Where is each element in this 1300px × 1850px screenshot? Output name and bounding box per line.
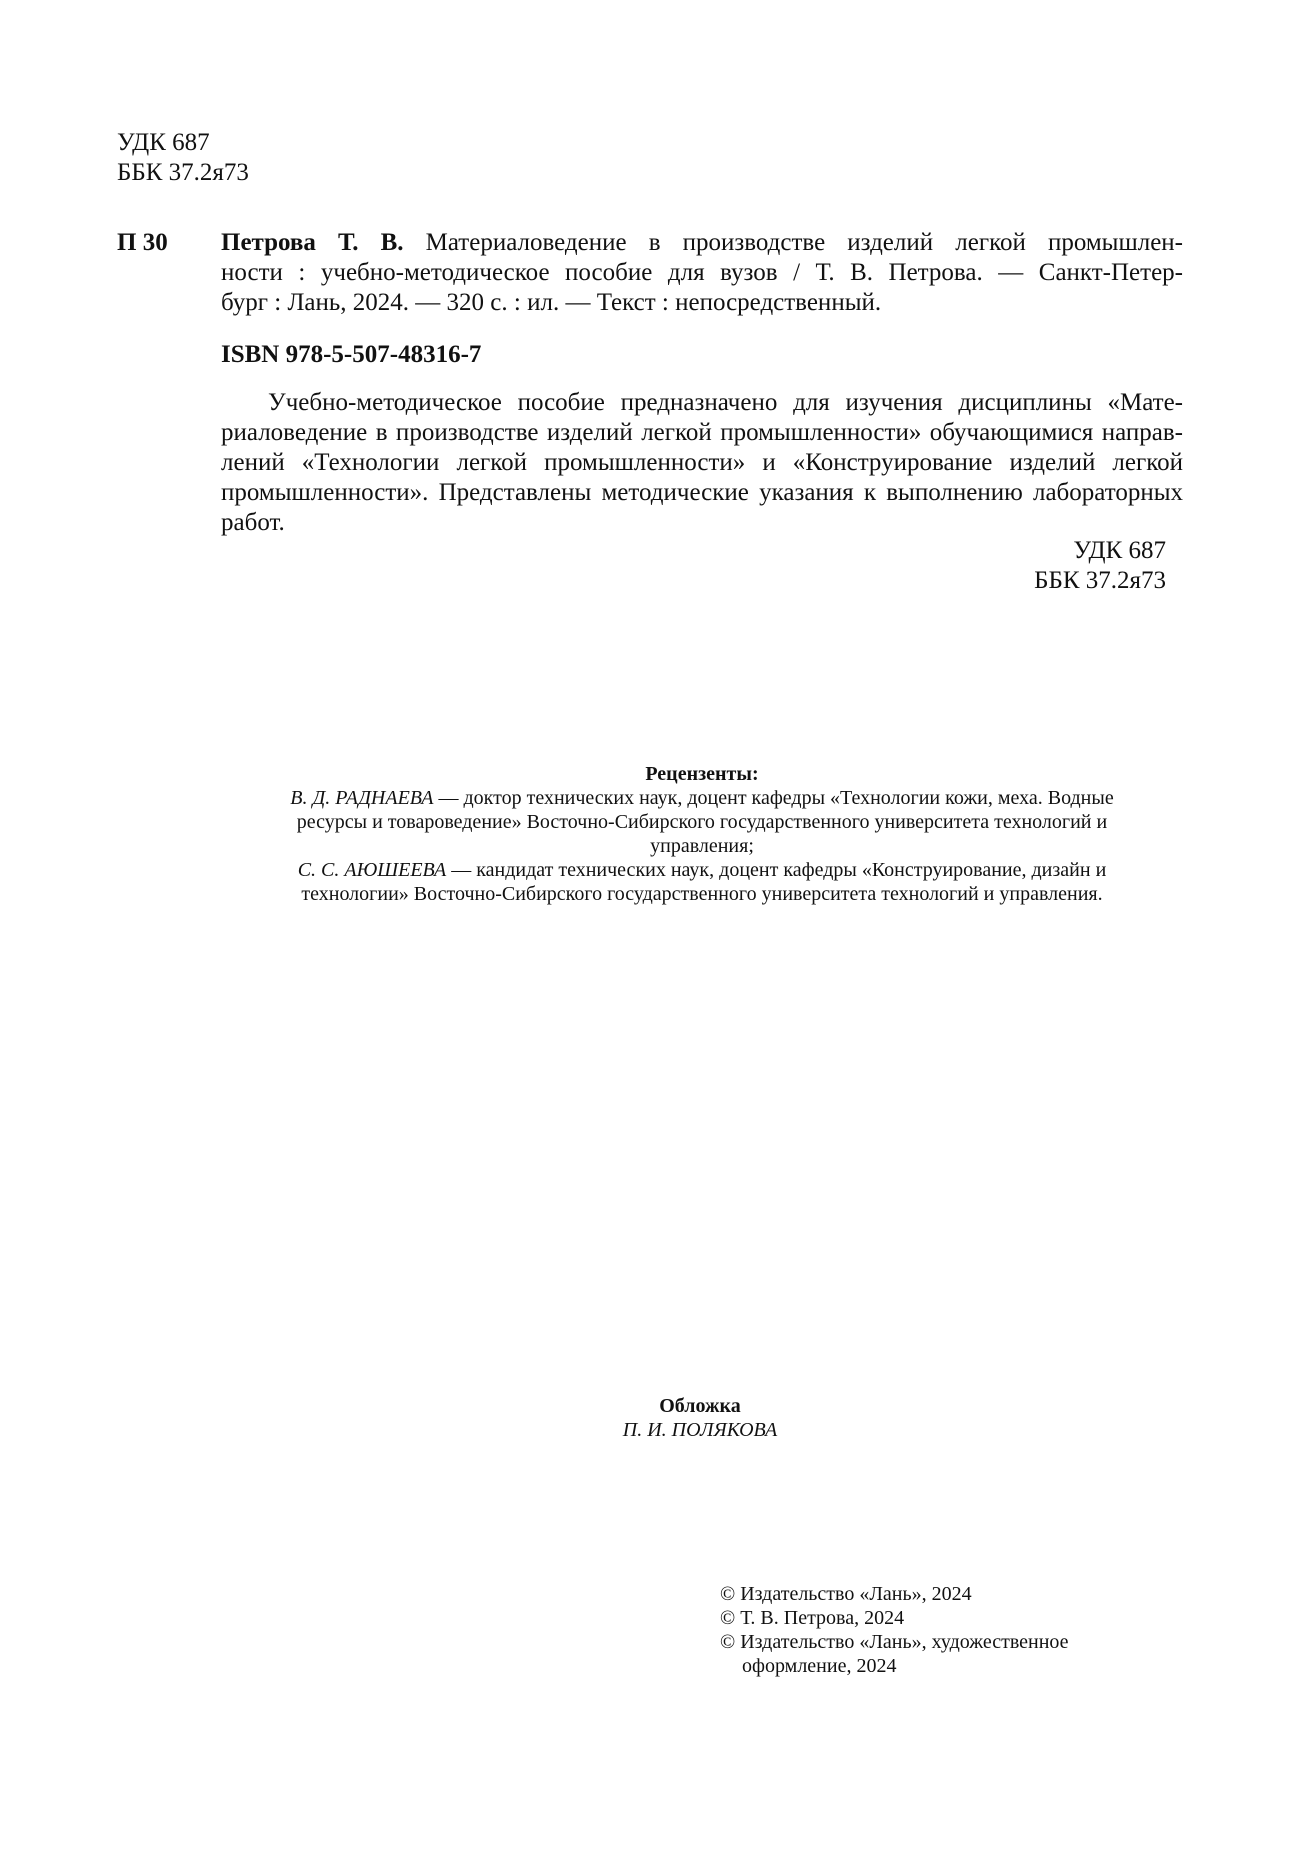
reviewer-2-line-1 <box>220 858 1184 882</box>
reviewer-2-desc: — кандидат технических наук, доцент кафедры «Конструирование, дизайн и <box>446 859 1107 881</box>
entry-author: Петрова Т. В. <box>221 229 404 256</box>
bbk-code: ББК 37.2я73 <box>1034 567 1166 594</box>
reviewer-1-line-1 <box>220 786 1184 810</box>
cover-title: Обложка <box>659 1395 741 1417</box>
reviewer-2-name: С. С. АЮШЕЕВА <box>297 859 447 881</box>
reviewer-1-line-2: ресурсы и товароведение» Восточно-Сибирского государственного университета технологий и <box>296 811 1108 833</box>
classification-bottom <box>982 536 1166 596</box>
isbn: ISBN 978-5-507-48316-7 <box>221 341 482 368</box>
annotation-line-3: лений «Технологии легкой промышленности» и «Конструирование изделий легкой <box>221 449 1183 476</box>
entry-line-1 <box>221 228 1183 258</box>
copyright-line-4: оформление, 2024 <box>742 1655 897 1677</box>
annotation-line-5: работ. <box>221 509 285 536</box>
copyright-block <box>720 1582 1140 1678</box>
annotation <box>221 388 1183 538</box>
copyright-line-2: © Т. В. Петрова, 2024 <box>720 1607 905 1629</box>
author-sign: П 30 <box>117 229 168 256</box>
reviewer-2-line-2: технологии» Восточно-Сибирского государственного университета технологий и управления. <box>301 883 1103 905</box>
reviewers-block <box>220 762 1184 906</box>
reviewer-1-name: В. Д. РАДНАЕВА <box>290 787 434 809</box>
entry-line-2: ности : учебно-методическое пособие для вузов / Т. В. Петрова. — Санкт-Петер- <box>221 259 1183 286</box>
cover-designer: П. И. ПОЛЯКОВА <box>622 1419 778 1441</box>
bibliographic-entry <box>221 228 1183 318</box>
udk-code: УДК 687 <box>1073 537 1166 564</box>
annotation-line-2: риаловедение в производстве изделий легкой промышленности» обучающимися направ- <box>221 419 1183 446</box>
reviewer-1-desc: — доктор технических наук, доцент кафедры «Технологии кожи, меха. Водные <box>433 787 1114 809</box>
entry-title-start: Материаловедение в производстве изделий легкой промышлен- <box>425 229 1184 256</box>
classification-top <box>117 128 249 188</box>
entry-line-3: бург : Лань, 2024. — 320 с. : ил. — Текст : непосредственный. <box>221 289 882 316</box>
copyright-line-1: © Издательство «Лань», 2024 <box>720 1583 972 1605</box>
annotation-line-4: промышленности». Представлены методические указания к выполнению лабораторных <box>221 479 1183 506</box>
bbk-code: ББК 37.2я73 <box>117 159 249 186</box>
udk-code: УДК 687 <box>117 129 210 156</box>
cover-credit <box>500 1394 900 1442</box>
reviewers-title: Рецензенты: <box>645 763 759 785</box>
annotation-line-1: Учебно-методическое пособие предназначено для изучения дисциплины «Мате- <box>268 389 1183 416</box>
copyright-line-3: © Издательство «Лань», художественное <box>720 1631 1069 1653</box>
reviewer-1-line-3: управления; <box>650 835 754 857</box>
